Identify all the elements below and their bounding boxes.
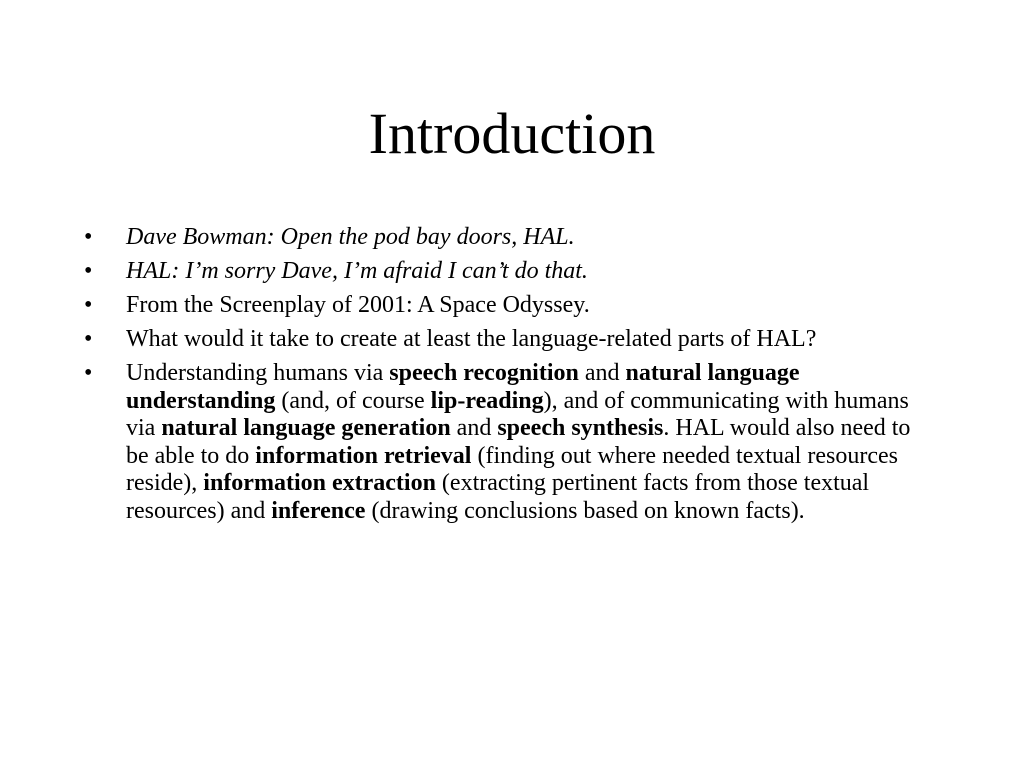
bullet-text-dialogue-hal: HAL: I’m sorry Dave, I’m afraid I can’t do that. xyxy=(126,258,588,284)
bullet-text-question: What would it take to create at least the language-related parts of HAL? xyxy=(126,326,817,352)
bullet-item xyxy=(84,258,934,286)
term-natural-language-understanding: natural language understanding xyxy=(126,360,800,414)
bullet-icon: • xyxy=(84,292,93,318)
text-run: (extracting pertinent facts from those textual resources) and xyxy=(126,470,870,524)
bullet-item xyxy=(84,360,934,525)
term-information-extraction: information extraction xyxy=(203,470,436,496)
text-run: . HAL would also need to be able to do xyxy=(126,415,911,469)
term-information-retrieval: information retrieval xyxy=(255,442,472,469)
text-run: ), and of communicating with humans via xyxy=(126,387,909,441)
text-run: Understanding humans via xyxy=(126,360,390,386)
text-run: (drawing conclusions based on known facts). xyxy=(365,497,805,524)
term-speech-synthesis: speech synthesis xyxy=(497,415,664,441)
term-speech-recognition: speech recognition xyxy=(389,360,579,386)
text-run: and xyxy=(578,360,626,386)
term-lip-reading: lip-reading xyxy=(430,387,544,414)
bullet-item xyxy=(84,224,934,252)
bullet-list xyxy=(84,224,934,532)
text-run: and xyxy=(450,415,498,441)
bullet-text-capabilities xyxy=(126,360,910,524)
bullet-icon: • xyxy=(84,326,93,352)
bullet-text-dialogue-dave: Dave Bowman: Open the pod bay doors, HAL. xyxy=(126,224,575,250)
term-inference: inference xyxy=(271,497,366,524)
bullet-icon: • xyxy=(84,224,93,250)
text-run: (finding out where needed textual resources reside), xyxy=(126,442,898,496)
bullet-item xyxy=(84,292,934,320)
bullet-icon: • xyxy=(84,258,93,284)
bullet-text-source: From the Screenplay of 2001: A Space Odyssey. xyxy=(126,292,590,318)
bullet-item xyxy=(84,326,934,354)
term-natural-language-generation: natural language generation xyxy=(161,415,451,441)
slide-title: Introduction xyxy=(368,101,656,166)
text-run: (and, of course xyxy=(275,387,431,414)
bullet-icon: • xyxy=(84,360,93,386)
